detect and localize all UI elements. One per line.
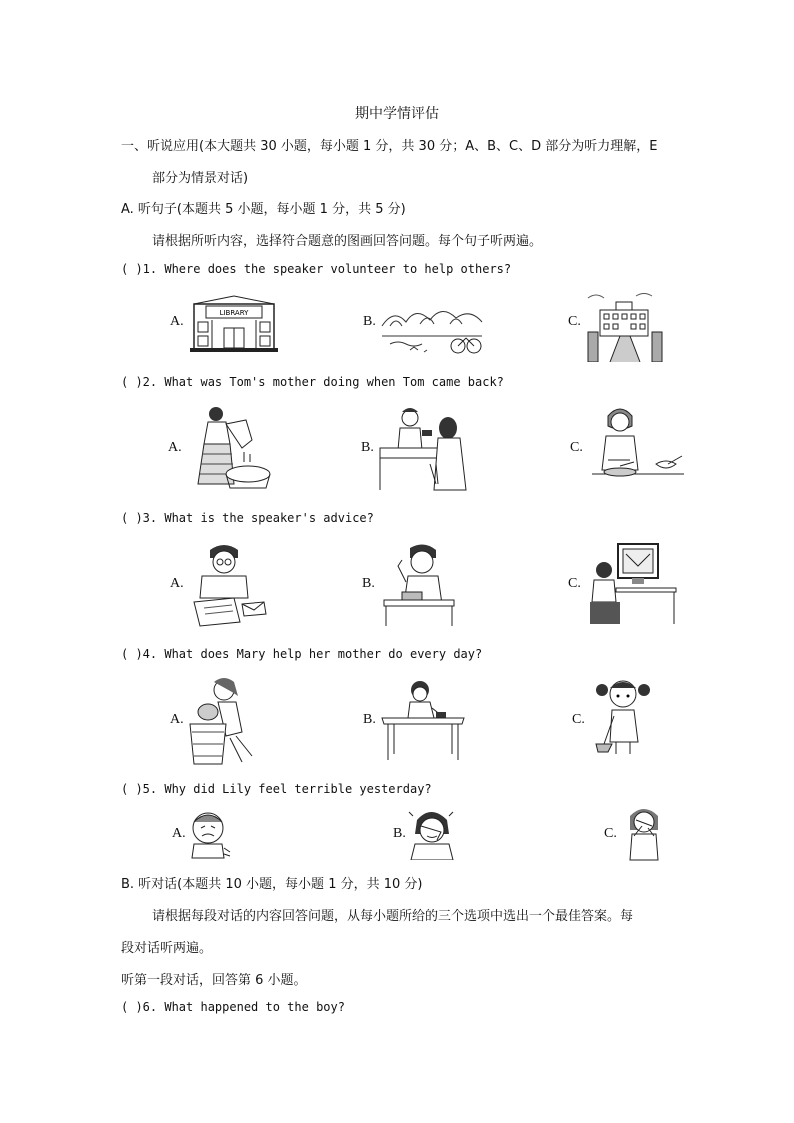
sick-child-picture bbox=[188, 810, 232, 860]
question-1: ( )1. Where does the speaker volunteer to help others? bbox=[121, 262, 512, 276]
option-4b-label: B. bbox=[363, 712, 376, 727]
part-b-heading: B. 听对话(本题共 10 小题，每小题 1 分，共 10 分) bbox=[121, 877, 423, 892]
page-title: 期中学情评估 bbox=[355, 106, 439, 122]
option-2c-label: C. bbox=[570, 440, 583, 455]
option-1a-label: A. bbox=[170, 314, 184, 329]
woman-cooking-picture bbox=[590, 404, 686, 494]
park-landscape-picture bbox=[380, 296, 484, 358]
question-2: ( )2. What was Tom's mother doing when Tom came back? bbox=[121, 375, 504, 389]
library-building-picture bbox=[188, 292, 280, 354]
option-3c-label: C. bbox=[568, 576, 581, 591]
option-3b-label: B. bbox=[362, 576, 375, 591]
school-building-picture bbox=[586, 292, 664, 362]
library-sign-text: LIBRARY bbox=[219, 309, 249, 317]
question-3: ( )3. What is the speaker's advice? bbox=[121, 511, 374, 525]
option-1c-label: C. bbox=[568, 314, 581, 329]
woman-washing-clothes-picture bbox=[186, 404, 276, 494]
option-5b-label: B. bbox=[393, 826, 406, 841]
question-5: ( )5. Why did Lily feel terrible yesterday? bbox=[121, 782, 432, 796]
option-5c-label: C. bbox=[604, 826, 617, 841]
part-b-instruction-cont: 段对话听两遍。 bbox=[121, 941, 213, 956]
shop-counter-picture bbox=[378, 404, 476, 494]
man-on-phone-picture bbox=[382, 542, 456, 628]
section-heading-cont: 部分为情景对话) bbox=[152, 171, 249, 186]
part-a-heading: A. 听句子(本题共 5 小题，每小题 1 分，共 5 分) bbox=[121, 202, 406, 217]
girl-cleaning-table-picture bbox=[380, 678, 466, 762]
option-2b-label: B. bbox=[361, 440, 374, 455]
person-with-headache-picture bbox=[407, 808, 457, 860]
girl-sweeping-floor-picture bbox=[594, 678, 652, 758]
option-4c-label: C. bbox=[572, 712, 585, 727]
option-2a-label: A. bbox=[168, 440, 182, 455]
dialogue-1-intro: 听第一段对话，回答第 6 小题。 bbox=[121, 973, 307, 988]
option-5a-label: A. bbox=[172, 826, 186, 841]
girl-taking-out-rubbish-picture bbox=[186, 676, 260, 766]
option-1b-label: B. bbox=[363, 314, 376, 329]
man-writing-letter-picture bbox=[188, 542, 270, 628]
option-3a-label: A. bbox=[170, 576, 184, 591]
option-4a-label: A. bbox=[170, 712, 184, 727]
part-a-instruction: 请根据所听内容，选择符合题意的图画回答问题。每个句子听两遍。 bbox=[152, 234, 543, 249]
boy-at-computer-picture bbox=[588, 540, 678, 626]
section-heading: 一、听说应用(本大题共 30 小题，每小题 1 分，共 30 分；A、B、C、D 部分为听力理解，E bbox=[121, 139, 658, 154]
question-4: ( )4. What does Mary help her mother do every day? bbox=[121, 647, 483, 661]
crying-girl-picture bbox=[624, 806, 664, 862]
question-6: ( )6. What happened to the boy? bbox=[121, 1000, 345, 1014]
part-b-instruction: 请根据每段对话的内容回答问题，从每小题所给的三个选项中选出一个最佳答案。每 bbox=[152, 909, 634, 924]
